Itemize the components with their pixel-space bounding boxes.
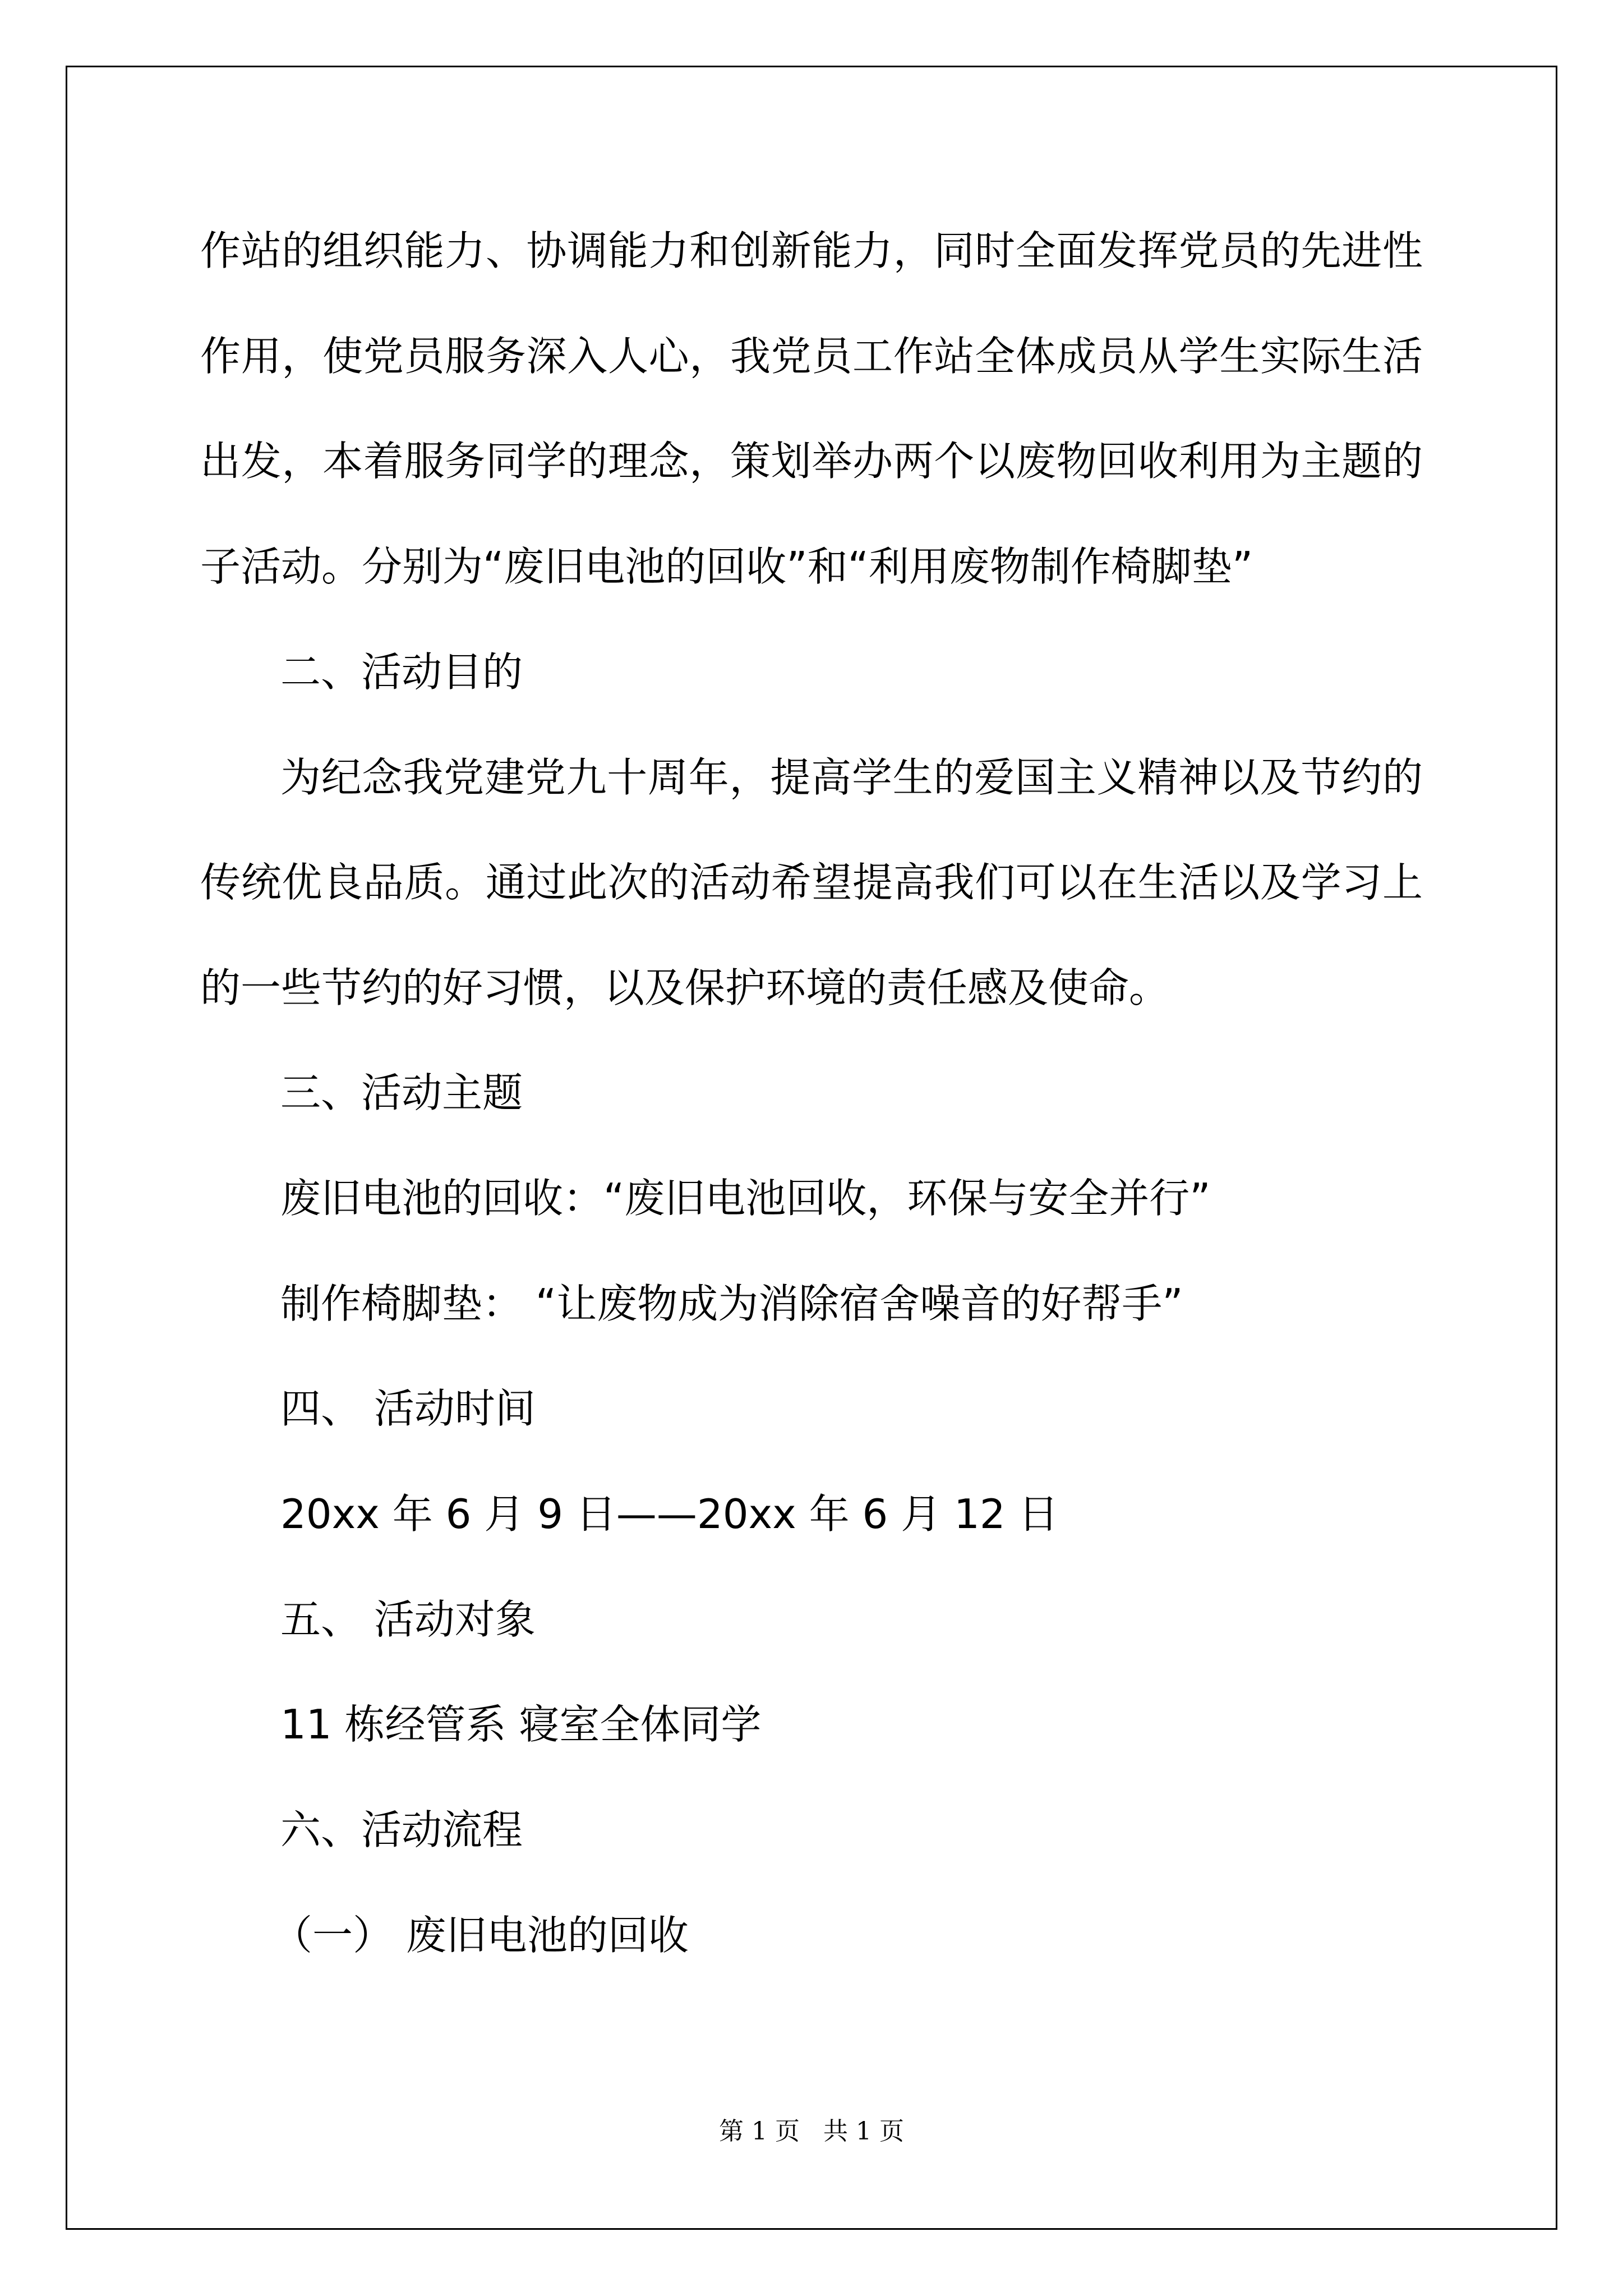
- paragraph-line: 的一些节约的好习惯，以及保护环境的责任感及使命。: [200, 964, 1170, 1011]
- paragraph-line: 子活动。分别为“废旧电池的回收”和“利用废物制作椅脚垫”: [200, 543, 1253, 590]
- paragraph-line: 传统优良品质。通过此次的活动希望提高我们可以在生活以及学习上: [200, 859, 1423, 906]
- theme-line: 废旧电池的回收：“废旧电池回收，环保与安全并行”: [280, 1175, 1211, 1222]
- section-heading: 六、活动流程: [280, 1806, 523, 1853]
- paragraph-line: 为纪念我党建党九十周年，提高学生的爱国主义精神以及节约的: [280, 754, 1423, 801]
- paragraph-line: 作站的组织能力、协调能力和创新能力，同时全面发挥党员的先进性: [200, 227, 1423, 274]
- section-heading: 四、 活动时间: [280, 1385, 536, 1432]
- section-heading: 五、 活动对象: [280, 1596, 536, 1643]
- subsection-heading: （一） 废旧电池的回收: [272, 1912, 689, 1959]
- paragraph-line: 出发，本着服务同学的理念，策划举办两个以废物回收利用为主题的: [200, 438, 1423, 485]
- target-line: 11 栋经管系 寝室全体同学: [280, 1701, 762, 1748]
- section-heading: 二、活动目的: [280, 648, 523, 696]
- theme-line: 制作椅脚垫： “让废物成为消除宿舍噪音的好帮手”: [280, 1280, 1183, 1327]
- section-heading: 三、活动主题: [280, 1069, 523, 1116]
- date-range: 20xx 年 6 月 9 日——20xx 年 6 月 12 日: [280, 1490, 1059, 1538]
- page-number-footer: 第 1 页 共 1 页: [719, 2117, 904, 2146]
- paragraph-line: 作用，使党员服务深入人心，我党员工作站全体成员从学生实际生活: [200, 333, 1423, 380]
- page-border: [66, 66, 1557, 2230]
